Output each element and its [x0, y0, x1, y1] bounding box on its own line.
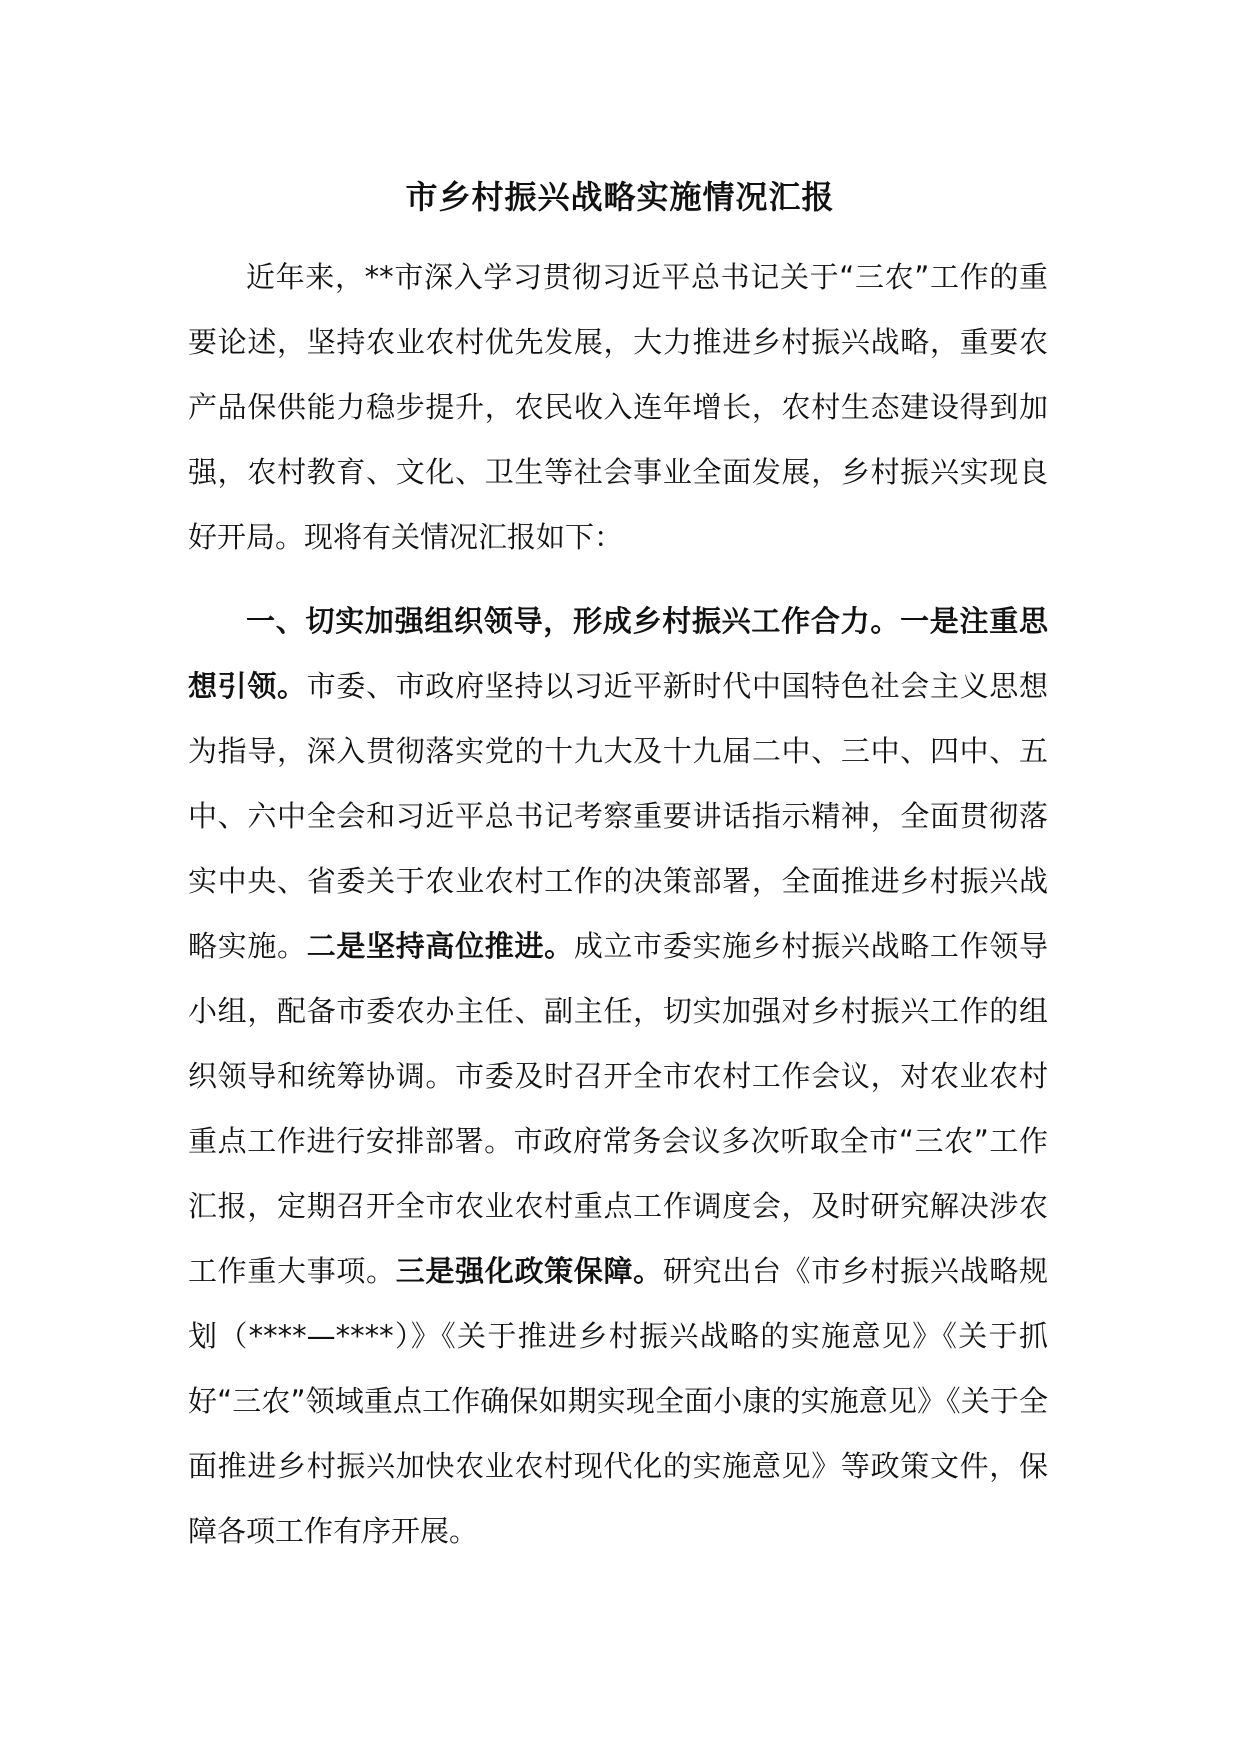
section-heading: 一、切实加强组织领导，形成乡村振兴工作合力。一是注重思想引领。: [188, 604, 1048, 703]
intro-paragraph: [188, 245, 1048, 570]
paragraph-text: 成立市委实施乡村振兴战略工作领导小组，配备市委农办主任、副主任，切实加强对乡村振兴工作的组织领导和统筹协调。市委及时召开全市农村工作会议，对农业农村重点工作进行安排部署。市政府常务会议多次听取全市“三农”工作汇报，定期召开全市农业农村重点工作调度会，及时研究解决涉农工作重大事项。: [188, 929, 1048, 1288]
page-title: 市乡村振兴战略实施情况汇报: [405, 178, 835, 216]
paragraph-text: 近年来，**市深入学习贯彻习近平总书记关于“三农”工作的重要论述，坚持农业农村优先发展，大力推进乡村振兴战略，重要农产品保供能力稳步提升，农民收入连年增长，农村生态建设得到加强，农村教育、文化、卫生等社会事业全面发展，乡村振兴实现良好开局。现将有关情况汇报如下：: [188, 260, 1048, 554]
paragraph-text: 市委、市政府坚持以习近平新时代中国特色社会主义思想为指导，深入贯彻落实党的十九大及十九届二中、三中、四中、五中、六中全会和习近平总书记考察重要讲话指示精神，全面贯彻落实中央、省委关于农业农村工作的决策部署，全面推进乡村振兴战略实施。: [188, 669, 1048, 963]
section-one-paragraph: [188, 589, 1048, 1564]
paragraph-text: 研究出台《市乡村振兴战略规划（****—****）》《关于推进乡村振兴战略的实施意见》《关于抓好“三农”领域重点工作确保如期实现全面小康的实施意见》《关于全面推进乡村振兴加快农业农村现代化的实施意见》等政策文件，保障各项工作有序开展。: [188, 1254, 1048, 1548]
subsection-heading: 三是强化政策保障。: [395, 1254, 663, 1288]
subsection-heading: 二是坚持高位推进。: [306, 929, 574, 963]
